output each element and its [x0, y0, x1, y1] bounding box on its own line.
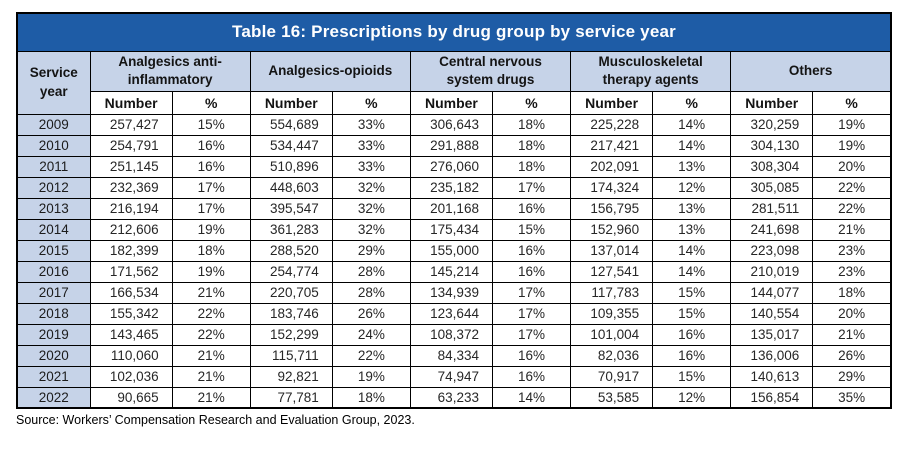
table-row — [17, 324, 891, 345]
percent-cell: 35% — [813, 387, 891, 408]
year-cell: 2013 — [17, 198, 90, 219]
number-cell: 101,004 — [571, 324, 653, 345]
table-row — [17, 156, 891, 177]
percent-cell: 21% — [813, 324, 891, 345]
number-cell: 174,324 — [571, 177, 653, 198]
number-cell: 225,228 — [571, 114, 653, 135]
percent-cell: 21% — [813, 219, 891, 240]
percent-cell: 23% — [813, 261, 891, 282]
percent-cell: 14% — [653, 261, 731, 282]
number-cell: 175,434 — [410, 219, 492, 240]
table-row — [17, 261, 891, 282]
number-cell: 216,194 — [90, 198, 172, 219]
number-cell: 212,606 — [90, 219, 172, 240]
number-cell: 276,060 — [410, 156, 492, 177]
year-cell: 2020 — [17, 345, 90, 366]
group-header-musculoskeletal-therapy-agents: Musculoskeletal therapy agents — [571, 51, 731, 91]
number-cell: 210,019 — [731, 261, 813, 282]
subheader-number: Number — [731, 91, 813, 114]
percent-cell: 18% — [492, 156, 570, 177]
number-cell: 291,888 — [410, 135, 492, 156]
prescriptions-table — [16, 12, 892, 409]
number-cell: 156,854 — [731, 387, 813, 408]
number-cell: 510,896 — [250, 156, 332, 177]
number-cell: 109,355 — [571, 303, 653, 324]
number-cell: 361,283 — [250, 219, 332, 240]
percent-cell: 33% — [332, 156, 410, 177]
year-cell: 2022 — [17, 387, 90, 408]
subheader-number: Number — [410, 91, 492, 114]
subheader-percent: % — [813, 91, 891, 114]
number-cell: 140,554 — [731, 303, 813, 324]
percent-cell: 24% — [332, 324, 410, 345]
number-cell: 108,372 — [410, 324, 492, 345]
number-cell: 155,000 — [410, 240, 492, 261]
number-cell: 534,447 — [250, 135, 332, 156]
percent-cell: 33% — [332, 135, 410, 156]
number-cell: 127,541 — [571, 261, 653, 282]
number-cell: 70,917 — [571, 366, 653, 387]
year-cell: 2018 — [17, 303, 90, 324]
table-body — [17, 114, 891, 408]
number-cell: 304,130 — [731, 135, 813, 156]
number-cell: 306,643 — [410, 114, 492, 135]
number-cell: 77,781 — [250, 387, 332, 408]
subheader-percent: % — [172, 91, 250, 114]
number-cell: 115,711 — [250, 345, 332, 366]
percent-cell: 14% — [492, 387, 570, 408]
percent-cell: 23% — [813, 240, 891, 261]
percent-cell: 22% — [172, 303, 250, 324]
group-header-analgesics-opioids: Analgesics-opioids — [250, 51, 410, 91]
number-cell: 235,182 — [410, 177, 492, 198]
percent-cell: 16% — [172, 135, 250, 156]
percent-cell: 15% — [653, 303, 731, 324]
percent-cell: 12% — [653, 177, 731, 198]
number-cell: 53,585 — [571, 387, 653, 408]
number-cell: 183,746 — [250, 303, 332, 324]
number-cell: 117,783 — [571, 282, 653, 303]
number-cell: 102,036 — [90, 366, 172, 387]
number-cell: 217,421 — [571, 135, 653, 156]
percent-cell: 14% — [653, 240, 731, 261]
percent-cell: 17% — [492, 282, 570, 303]
percent-cell: 16% — [172, 156, 250, 177]
number-cell: 152,960 — [571, 219, 653, 240]
number-cell: 254,774 — [250, 261, 332, 282]
year-cell: 2017 — [17, 282, 90, 303]
percent-cell: 28% — [332, 282, 410, 303]
year-cell: 2010 — [17, 135, 90, 156]
number-cell: 281,511 — [731, 198, 813, 219]
year-cell: 2021 — [17, 366, 90, 387]
year-cell: 2015 — [17, 240, 90, 261]
year-cell: 2014 — [17, 219, 90, 240]
percent-cell: 29% — [332, 240, 410, 261]
subheader-number: Number — [571, 91, 653, 114]
table-row — [17, 366, 891, 387]
percent-cell: 19% — [813, 114, 891, 135]
percent-cell: 17% — [172, 198, 250, 219]
number-cell: 254,791 — [90, 135, 172, 156]
table-row — [17, 219, 891, 240]
group-header-others: Others — [731, 51, 891, 91]
percent-cell: 16% — [492, 366, 570, 387]
percent-cell: 18% — [813, 282, 891, 303]
percent-cell: 19% — [332, 366, 410, 387]
subheader-number: Number — [90, 91, 172, 114]
percent-cell: 18% — [492, 114, 570, 135]
percent-cell: 18% — [332, 387, 410, 408]
number-cell: 74,947 — [410, 366, 492, 387]
percent-cell: 16% — [653, 345, 731, 366]
year-cell: 2019 — [17, 324, 90, 345]
table-row — [17, 177, 891, 198]
percent-cell: 19% — [172, 261, 250, 282]
source-note: Source: Workers’ Compensation Research and Evaluation Group, 2023. — [16, 413, 415, 427]
number-cell: 144,077 — [731, 282, 813, 303]
table-row — [17, 303, 891, 324]
subheader-number: Number — [250, 91, 332, 114]
number-cell: 251,145 — [90, 156, 172, 177]
number-cell: 90,665 — [90, 387, 172, 408]
number-cell: 136,006 — [731, 345, 813, 366]
number-cell: 123,644 — [410, 303, 492, 324]
percent-cell: 32% — [332, 219, 410, 240]
percent-cell: 19% — [813, 135, 891, 156]
year-cell: 2012 — [17, 177, 90, 198]
subheader-row — [17, 91, 891, 114]
subheader-percent: % — [332, 91, 410, 114]
percent-cell: 14% — [653, 135, 731, 156]
percent-cell: 26% — [813, 345, 891, 366]
subheader-percent: % — [653, 91, 731, 114]
table-row — [17, 135, 891, 156]
percent-cell: 21% — [172, 366, 250, 387]
number-cell: 202,091 — [571, 156, 653, 177]
percent-cell: 16% — [492, 345, 570, 366]
percent-cell: 17% — [492, 177, 570, 198]
number-cell: 305,085 — [731, 177, 813, 198]
percent-cell: 16% — [492, 261, 570, 282]
percent-cell: 16% — [653, 324, 731, 345]
percent-cell: 12% — [653, 387, 731, 408]
percent-cell: 26% — [332, 303, 410, 324]
number-cell: 288,520 — [250, 240, 332, 261]
number-cell: 166,534 — [90, 282, 172, 303]
percent-cell: 18% — [492, 135, 570, 156]
title-row — [17, 13, 891, 51]
percent-cell: 20% — [813, 156, 891, 177]
percent-cell: 33% — [332, 114, 410, 135]
table-row — [17, 282, 891, 303]
number-cell: 554,689 — [250, 114, 332, 135]
table-row — [17, 198, 891, 219]
percent-cell: 22% — [332, 345, 410, 366]
number-cell: 320,259 — [731, 114, 813, 135]
year-cell: 2016 — [17, 261, 90, 282]
number-cell: 84,334 — [410, 345, 492, 366]
number-cell: 137,014 — [571, 240, 653, 261]
group-header-row — [17, 51, 891, 91]
number-cell: 110,060 — [90, 345, 172, 366]
table-row — [17, 114, 891, 135]
table-row — [17, 345, 891, 366]
percent-cell: 20% — [813, 303, 891, 324]
percent-cell: 15% — [492, 219, 570, 240]
percent-cell: 16% — [492, 240, 570, 261]
year-cell: 2011 — [17, 156, 90, 177]
percent-cell: 22% — [813, 198, 891, 219]
group-header-central-nervous-system-drugs: Central nervous system drugs — [410, 51, 570, 91]
percent-cell: 15% — [172, 114, 250, 135]
number-cell: 308,304 — [731, 156, 813, 177]
percent-cell: 17% — [492, 324, 570, 345]
table-row — [17, 240, 891, 261]
service-year-header: Service year — [17, 51, 90, 114]
percent-cell: 21% — [172, 345, 250, 366]
percent-cell: 29% — [813, 366, 891, 387]
percent-cell: 13% — [653, 198, 731, 219]
table-title: Table 16: Prescriptions by drug group by service year — [17, 13, 891, 51]
number-cell: 241,698 — [731, 219, 813, 240]
number-cell: 395,547 — [250, 198, 332, 219]
number-cell: 140,613 — [731, 366, 813, 387]
percent-cell: 22% — [172, 324, 250, 345]
number-cell: 92,821 — [250, 366, 332, 387]
number-cell: 171,562 — [90, 261, 172, 282]
percent-cell: 17% — [172, 177, 250, 198]
number-cell: 232,369 — [90, 177, 172, 198]
year-cell: 2009 — [17, 114, 90, 135]
percent-cell: 32% — [332, 198, 410, 219]
number-cell: 220,705 — [250, 282, 332, 303]
percent-cell: 22% — [813, 177, 891, 198]
number-cell: 155,342 — [90, 303, 172, 324]
number-cell: 135,017 — [731, 324, 813, 345]
subheader-percent: % — [492, 91, 570, 114]
number-cell: 223,098 — [731, 240, 813, 261]
percent-cell: 19% — [172, 219, 250, 240]
table-row — [17, 387, 891, 408]
number-cell: 448,603 — [250, 177, 332, 198]
number-cell: 82,036 — [571, 345, 653, 366]
number-cell: 63,233 — [410, 387, 492, 408]
number-cell: 201,168 — [410, 198, 492, 219]
number-cell: 182,399 — [90, 240, 172, 261]
number-cell: 143,465 — [90, 324, 172, 345]
percent-cell: 32% — [332, 177, 410, 198]
percent-cell: 21% — [172, 282, 250, 303]
group-header-analgesics-anti-inflammatory: Analgesics anti-inflammatory — [90, 51, 250, 91]
number-cell: 134,939 — [410, 282, 492, 303]
percent-cell: 14% — [653, 114, 731, 135]
percent-cell: 15% — [653, 366, 731, 387]
number-cell: 152,299 — [250, 324, 332, 345]
percent-cell: 13% — [653, 156, 731, 177]
number-cell: 156,795 — [571, 198, 653, 219]
percent-cell: 18% — [172, 240, 250, 261]
percent-cell: 13% — [653, 219, 731, 240]
percent-cell: 21% — [172, 387, 250, 408]
number-cell: 257,427 — [90, 114, 172, 135]
percent-cell: 17% — [492, 303, 570, 324]
percent-cell: 28% — [332, 261, 410, 282]
percent-cell: 16% — [492, 198, 570, 219]
number-cell: 145,214 — [410, 261, 492, 282]
percent-cell: 15% — [653, 282, 731, 303]
